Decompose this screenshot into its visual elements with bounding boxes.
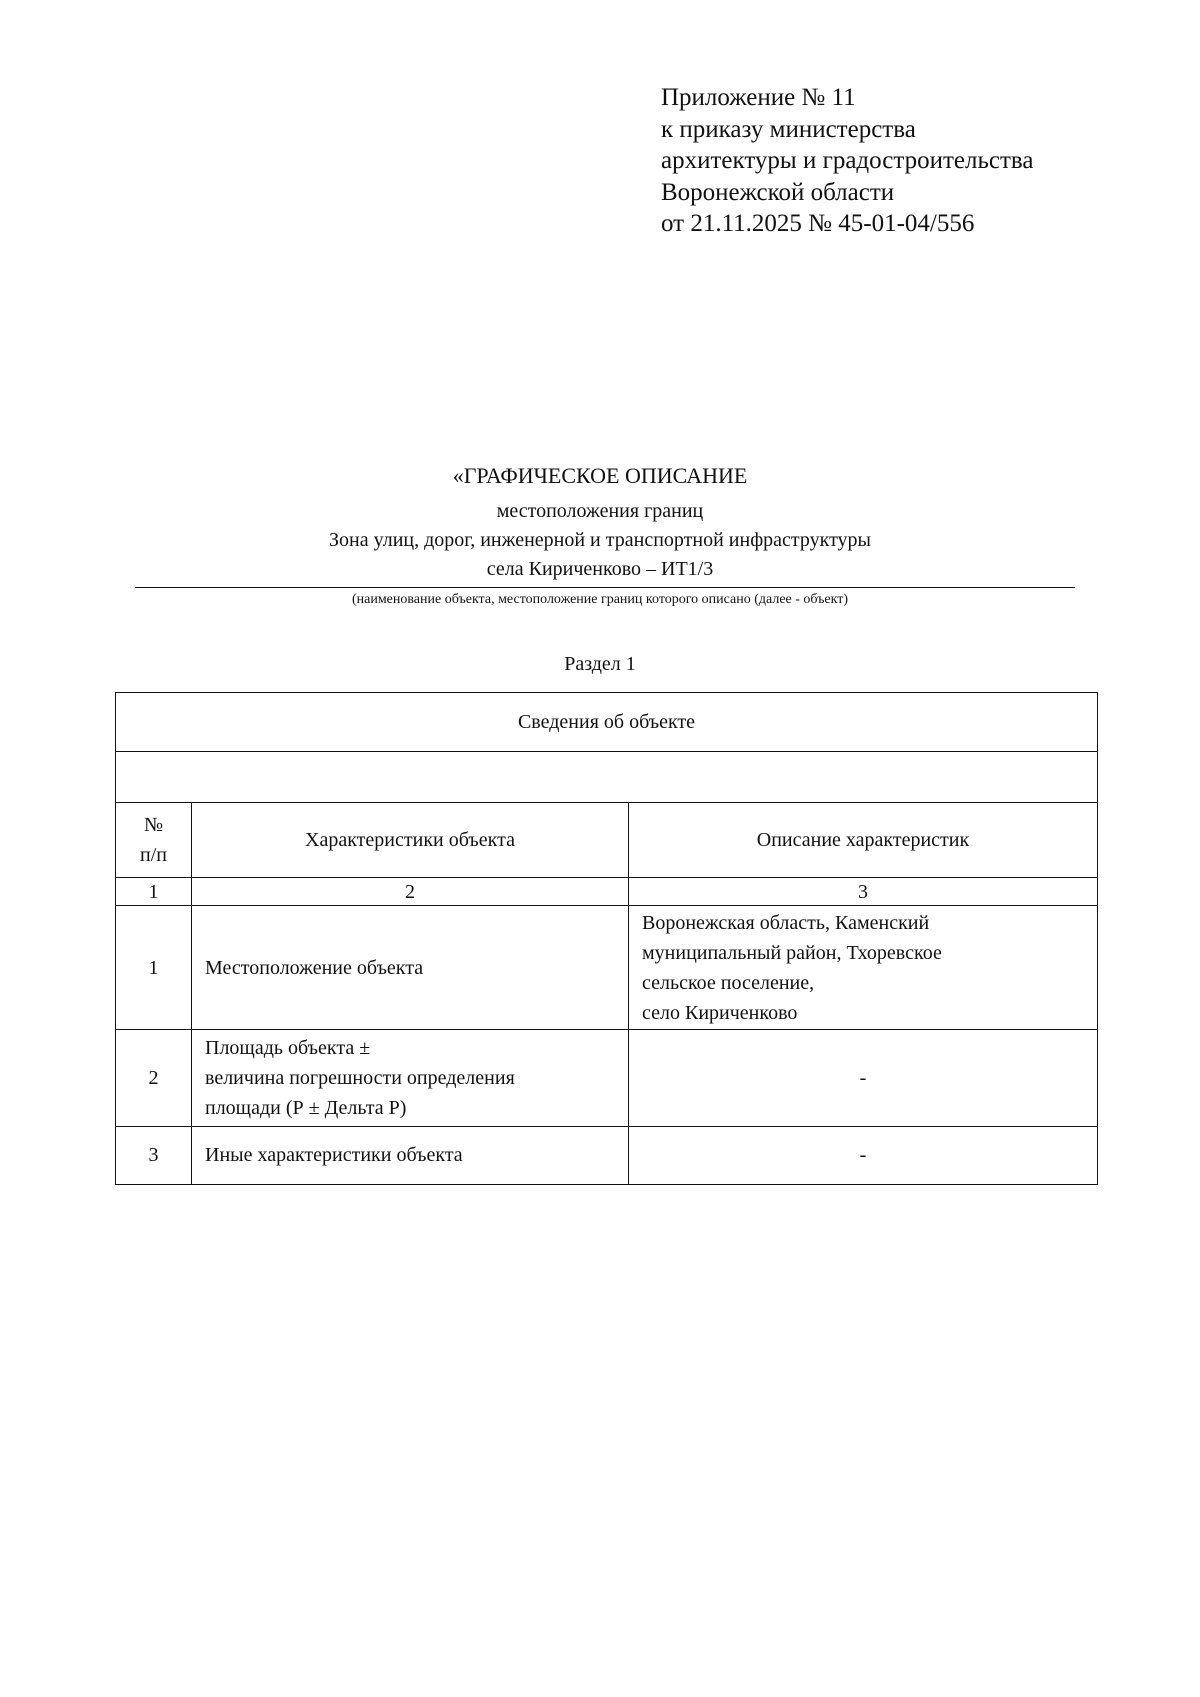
- table-row: [116, 1127, 1098, 1185]
- object-info-table: [115, 692, 1098, 1185]
- row-characteristic: Площадь объекта ± величина погрешности определения площади (Р ± Дельта Р): [192, 1030, 629, 1127]
- column-number: 3: [629, 878, 1098, 906]
- table-empty-cell: [116, 752, 1098, 803]
- row-description: Воронежская область, Каменский муниципальный район, Тхоревское сельское поселение, село Кириченково: [629, 906, 1098, 1030]
- appendix-line: к приказу министерства: [661, 115, 916, 143]
- table-row: [116, 906, 1098, 1030]
- row-number: 1: [116, 906, 192, 1030]
- column-number: 2: [192, 878, 629, 906]
- header-description: Описание характеристик: [629, 803, 1098, 878]
- row-description: -: [629, 1127, 1098, 1185]
- section-label: Раздел 1: [564, 653, 636, 675]
- appendix-line: архитектуры и градостроительства: [661, 147, 1034, 174]
- table-header-row: [116, 803, 1098, 878]
- row-characteristic: Местоположение объекта: [192, 906, 629, 1030]
- object-name-line-1: Зона улиц, дорог, инженерной и транспортной инфраструктуры: [329, 529, 871, 551]
- row-number: 2: [116, 1030, 192, 1127]
- appendix-header: [661, 82, 1033, 240]
- row-characteristic: Иные характеристики объекта: [192, 1127, 629, 1185]
- row-number: 3: [116, 1127, 192, 1185]
- object-name-note: (наименование объекта, местоположение границ которого описано (далее - объект): [351, 592, 849, 607]
- title-underline: [135, 587, 1075, 588]
- column-number: 1: [116, 878, 192, 906]
- header-characteristic: Характеристики объекта: [192, 803, 629, 878]
- table-row: [116, 1030, 1098, 1127]
- object-name-line-2: села Кириченково – ИТ1/3: [486, 558, 714, 580]
- document-title: «ГРАФИЧЕСКОЕ ОПИСАНИЕ: [452, 463, 748, 488]
- appendix-line: Воронежской области: [661, 178, 895, 206]
- table-caption-row: [116, 693, 1098, 752]
- table-caption: Сведения об объекте: [116, 693, 1098, 752]
- appendix-line: Приложение № 11: [661, 84, 856, 111]
- appendix-line: от 21.11.2025 № 45-01-04/556: [661, 210, 975, 237]
- header-number: № п/п: [116, 803, 192, 878]
- table-empty-row: [116, 752, 1098, 803]
- row-description: -: [629, 1030, 1098, 1127]
- column-number-row: [116, 878, 1098, 906]
- document-subtitle: местоположения границ: [496, 500, 704, 522]
